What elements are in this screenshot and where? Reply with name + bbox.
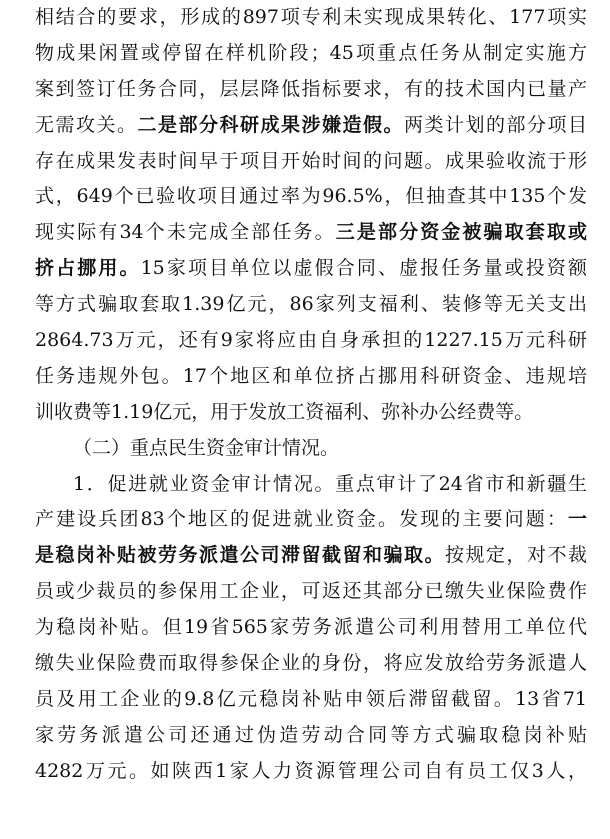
section-heading-text: （二）重点民生资金审计情况。 bbox=[73, 436, 340, 459]
text-line-11 bbox=[35, 359, 587, 395]
text-line-21 bbox=[35, 718, 587, 754]
text-line-9 bbox=[35, 287, 587, 323]
text-line-22 bbox=[35, 754, 587, 790]
text-line-8 bbox=[35, 251, 587, 287]
text-line-3 bbox=[35, 72, 587, 108]
bold-heading-segment: 挤占挪用。 bbox=[35, 257, 141, 280]
text-segment: 缴失业保险费而取得参保企业的身份，将应发放给劳务派遣人 bbox=[35, 652, 587, 675]
text-line-15 bbox=[35, 502, 587, 538]
bold-heading-segment: 三是部分资金被骗取套取或 bbox=[335, 221, 587, 244]
text-segment: 现实际有34个未完成全部任务。 bbox=[35, 221, 336, 244]
text-line-17 bbox=[35, 574, 587, 610]
text-segment: 等方式骗取套取1.39亿元，86家列支福利、装修等无关支出 bbox=[35, 293, 587, 316]
text-line-1 bbox=[35, 0, 587, 36]
text-line-18 bbox=[35, 610, 587, 646]
text-segment: 员及用工企业的9.8亿元稳岗补贴申领后滞留截留。13省71 bbox=[35, 687, 587, 710]
text-segment: 案到签订任务合同，层层降低指标要求，有的技术国内已量产 bbox=[35, 77, 587, 100]
text-segment: 为稳岗补贴。但19省565家劳务派遣公司利用替用工单位代 bbox=[35, 616, 587, 639]
bold-heading-segment: 二是部分科研成果涉嫌造假。 bbox=[137, 113, 404, 136]
text-segment: 按规定，对不裁 bbox=[444, 544, 587, 567]
text-segment: 2864.73万元，还有9家将应由自身承担的1227.15万元科研 bbox=[35, 329, 587, 352]
text-segment: 产建设兵团83个地区的促进就业资金。发现的主要问题： bbox=[35, 508, 568, 531]
text-line-12 bbox=[35, 395, 587, 431]
text-line-2 bbox=[35, 36, 587, 72]
text-segment: 家劳务派遣公司还通过伪造劳动合同等方式骗取稳岗补贴 bbox=[35, 723, 587, 746]
text-line-5 bbox=[35, 144, 587, 180]
text-line-19 bbox=[35, 646, 587, 682]
text-line-7 bbox=[35, 215, 587, 251]
text-line-10 bbox=[35, 323, 587, 359]
text-segment: 1．促进就业资金审计情况。重点审计了24省市和新疆生 bbox=[73, 472, 587, 495]
text-segment: 4282万元。如陕西1家人力资源管理公司自有员工仅3人， bbox=[35, 759, 587, 782]
text-line-16 bbox=[35, 538, 587, 574]
text-segment: 训收费等1.19亿元，用于发放工资福利、弥补办公经费等。 bbox=[35, 400, 534, 423]
text-segment: 存在成果发表时间早于项目开始时间的问题。成果验收流于形 bbox=[35, 149, 587, 172]
section-heading bbox=[35, 431, 587, 467]
text-segment: 员或少裁员的参保用工企业，可返还其部分已缴失业保险费作 bbox=[35, 580, 587, 603]
text-segment: 式，649个已验收项目通过率为96.5%，但抽查其中135个发 bbox=[35, 185, 587, 208]
bold-heading-segment: 是稳岗补贴被劳务派遣公司滞留截留和骗取。 bbox=[35, 544, 445, 567]
text-segment: 任务违规外包。17个地区和单位挤占挪用科研资金、违规培 bbox=[35, 364, 587, 387]
text-line-6 bbox=[35, 179, 587, 215]
text-line-20 bbox=[35, 682, 587, 718]
bold-heading-segment: 一 bbox=[567, 508, 587, 531]
document-page bbox=[35, 0, 587, 790]
text-line-4 bbox=[35, 108, 587, 144]
text-segment: 15家项目单位以虚假合同、虚报任务量或投资额 bbox=[140, 257, 587, 280]
text-segment: 物成果闲置或停留在样机阶段；45项重点任务从制定实施方 bbox=[35, 41, 587, 64]
text-segment: 无需攻关。 bbox=[35, 113, 138, 136]
text-segment: 两类计划的部分项目 bbox=[403, 113, 587, 136]
text-segment: 相结合的要求，形成的897项专利未实现成果转化、177项实 bbox=[35, 6, 587, 28]
text-line-14 bbox=[35, 467, 587, 503]
